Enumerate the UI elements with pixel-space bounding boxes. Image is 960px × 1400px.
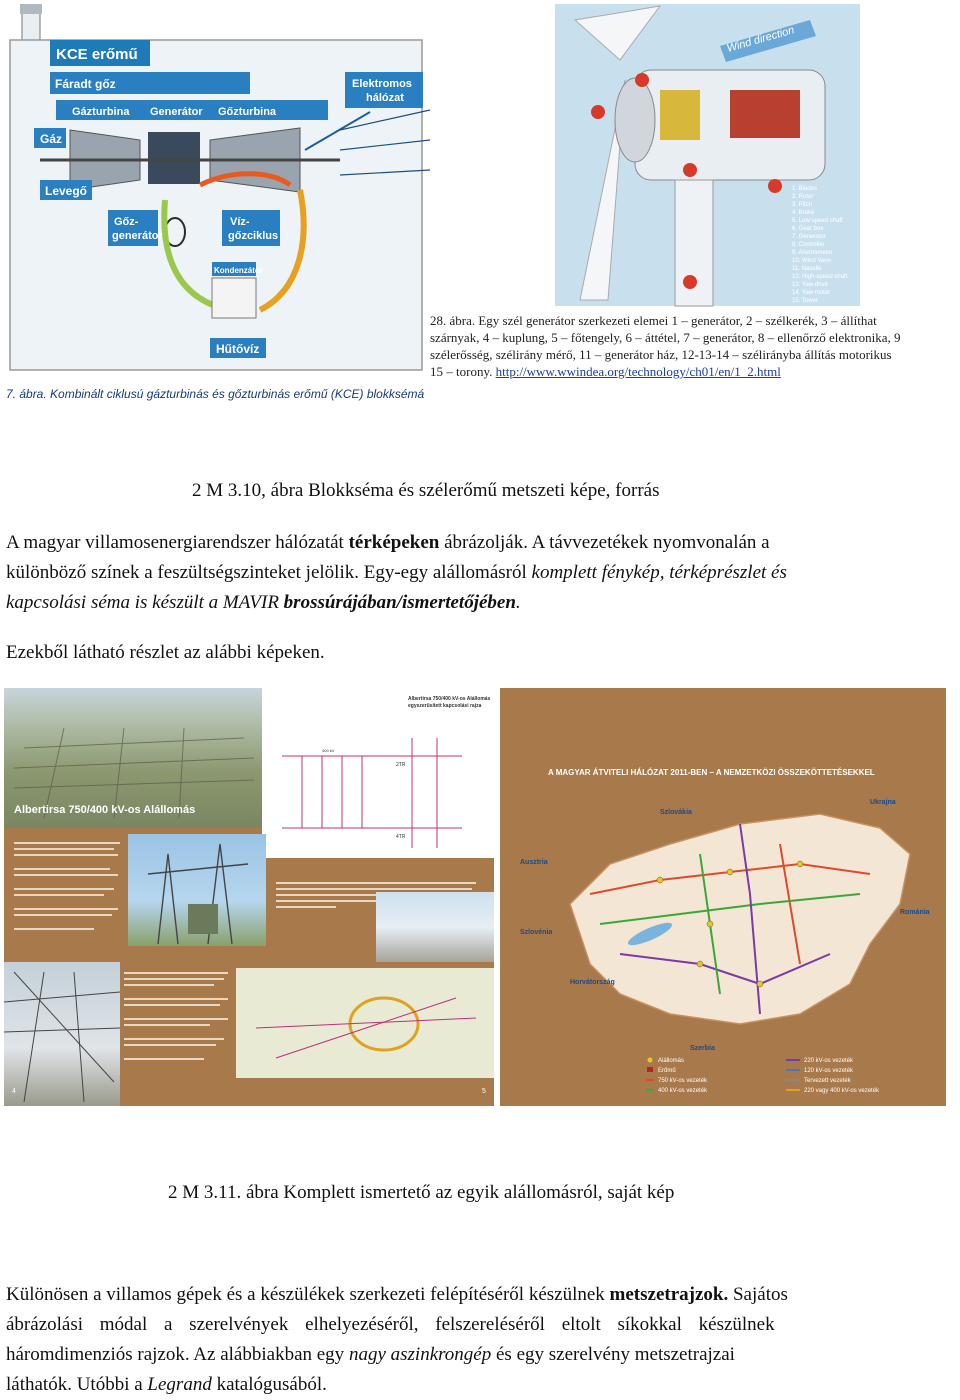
kce-label-gazturbina: Gázturbina: [72, 106, 130, 118]
brochure-mid-textblock: [124, 968, 234, 1078]
hungary-grid-map: [500, 784, 946, 1106]
svg-text:7. Generator: 7. Generator: [792, 234, 826, 240]
svg-text:Horvátország: Horvátország: [570, 979, 615, 986]
svg-text:15. Tower: 15. Tower: [792, 298, 818, 304]
brochure-map-inset-lines: [236, 968, 494, 1078]
kce-label-kondenzator: Kondenzátor: [214, 266, 263, 275]
svg-text:4. Brake: 4. Brake: [792, 210, 815, 216]
kce-label-gozturbina: Gőzturbina: [218, 106, 277, 118]
svg-text:11. Nacelle: 11. Nacelle: [792, 266, 822, 272]
svg-text:3. Pitch: 3. Pitch: [792, 202, 813, 208]
svg-text:generátor: generátor: [112, 230, 163, 242]
wind-figure: [430, 0, 960, 390]
svg-text:750 kV-os vezeték: 750 kV-os vezeték: [658, 1078, 708, 1084]
svg-text:12. High-speed shaft: 12. High-speed shaft: [792, 274, 848, 280]
bottom-grid-lines: [4, 962, 120, 1106]
svg-text:120 kV-os vezeték: 120 kV-os vezeték: [804, 1068, 854, 1074]
kce-caption: 7. ábra. Kombinált ciklusú gázturbinás és gőzturbinás erőmű (KCE) blokksémá: [6, 387, 425, 401]
kce-label-generator: Generátor: [150, 106, 203, 118]
kce-label-elektromos: Elektromos: [352, 78, 412, 90]
kce-label-gaz: Gáz: [40, 132, 63, 146]
substation-photo: [376, 892, 494, 962]
tower-photo-lines: [128, 834, 266, 946]
svg-text:Szlovénia: Szlovénia: [520, 929, 553, 936]
svg-text:Ukrajna: Ukrajna: [870, 799, 896, 806]
map-legend: [646, 1058, 880, 1095]
svg-text:Szlovákia: Szlovákia: [660, 809, 692, 816]
schematic-diagram: [262, 688, 494, 858]
kce-label-goz-generator: Gőz-: [114, 216, 139, 228]
kce-label-faradt-goz: Fáradt gőz: [55, 77, 116, 91]
svg-text:400 kV: 400 kV: [322, 748, 335, 753]
kce-figure: [0, 0, 432, 410]
svg-text:gőzciklus: gőzciklus: [228, 230, 279, 242]
svg-text:Alállomás: Alállomás: [658, 1058, 685, 1064]
wind-turbine-diagram: [430, 0, 960, 310]
svg-text:13. Yaw drive: 13. Yaw drive: [792, 282, 828, 288]
svg-text:Szerbia: Szerbia: [690, 1045, 715, 1052]
figure-caption-2: 2 M 3.11. ábra Komplett ismertető az egyik alállomásról, saját kép: [168, 1182, 675, 1203]
kce-label-viz-gozciklus: Víz-: [230, 216, 250, 228]
svg-text:Románia: Románia: [900, 909, 930, 916]
brochure-left-title: Albertirsa 750/400 kV-os Alállomás: [14, 804, 196, 816]
wind-banner: Wind direction: [725, 24, 796, 55]
svg-text:Ausztria: Ausztria: [520, 859, 548, 866]
svg-text:14. Yaw motor: 14. Yaw motor: [792, 290, 831, 296]
paragraph-3: Különösen a villamos gépek és a készülékek szerkezeti felépítéséről készülnek metszetrajzok. Sajátos ábrázolási módal a szerelvények elhelyezéséről, felszereléséről eltolt síkokkal készülnek háromdimenziós rajzok. Az alábbiakban egy nagy aszinkrongép és egy szerelvény metszetrajzai láthatók. Utóbbi a Legrand katalógusából.: [6, 1284, 788, 1395]
wind-caption: 28. ábra. Egy szél generátor szerkezeti elemei 1 – generátor, 2 – szélkerék, 3 – állíthat szárnyak, 4 – kuplung, 5 – főtengely, 6 – áttétel, 7 – generátor, 8 – ellenőrző elektronika, 9 szélerősség, szélirány mérő, 11 – generátor ház, 12-13-14 – szélirányba állítás motorikus 15 – torony. http://www.wwindea.org/technology/ch01/en/1_2.html: [430, 313, 901, 379]
brochure-left-textblock: [14, 838, 124, 948]
svg-text:220 kV-os vezeték: 220 kV-os vezeték: [804, 1058, 854, 1064]
svg-text:6. Gear box: 6. Gear box: [792, 226, 824, 232]
brochure-left: [4, 688, 494, 1106]
map-title: A MAGYAR ÁTVITELI HÁLÓZAT 2011-BEN – A NEMZETKÖZI ÖSSZEKÖTTETÉSEKKEL: [548, 768, 875, 777]
svg-text:4TR: 4TR: [396, 834, 406, 840]
svg-text:2TR: 2TR: [396, 762, 406, 768]
svg-text:400 kV-os vezeték: 400 kV-os vezeték: [658, 1088, 708, 1094]
figure-caption-1: 2 M 3.10, ábra Blokkséma és szélerőmű metszeti képe, forrás: [192, 480, 660, 501]
wind-source-link[interactable]: http://www.wwindea.org/technology/ch01/en/1_2.html: [495, 364, 781, 379]
svg-text:2. Rotor: 2. Rotor: [792, 194, 814, 200]
page-number-right: 5: [482, 1088, 486, 1095]
svg-text:10. Wind Vane: 10. Wind Vane: [792, 258, 831, 264]
svg-text:220 vagy 400 kV-os vezeték: 220 vagy 400 kV-os vezeték: [804, 1088, 880, 1094]
svg-text:1. Blades: 1. Blades: [792, 186, 818, 192]
kce-label-levego: Levegő: [45, 184, 88, 198]
svg-text:8. Controller: 8. Controller: [792, 242, 825, 248]
svg-text:Erőmű: Erőmű: [658, 1068, 676, 1074]
kce-label-hutoviz: Hűtővíz: [216, 342, 260, 356]
svg-text:hálózat: hálózat: [366, 92, 404, 104]
kce-diagram: [0, 0, 432, 410]
paragraph-2: Ezekből látható részlet az alábbi képeken.: [6, 642, 325, 663]
svg-text:5. Low-speed shaft: 5. Low-speed shaft: [792, 218, 843, 224]
kce-title: KCE erőmű: [56, 46, 138, 63]
brochure-right: [500, 688, 946, 1106]
page-number-left: 4: [12, 1088, 16, 1095]
schematic-header: Albertirsa 750/400 kV-os Alállomás egyszerűsített kapcsolási rajza: [408, 696, 491, 709]
svg-text:Tervezett vezeték: Tervezett vezeték: [804, 1078, 851, 1084]
svg-text:9. Anemometer: 9. Anemometer: [792, 250, 833, 256]
paragraph-1: A magyar villamosenergiarendszer hálózatát térképeken ábrázolják. A távvezetékek nyomvonalán a különböző színek a feszültségszinteket jelölik. Egy-egy alállomásról komplett fénykép, térképrészlet és kapcsolási séma is készült a MAVIR brossúrájában/ismertetőjében.: [6, 532, 787, 613]
